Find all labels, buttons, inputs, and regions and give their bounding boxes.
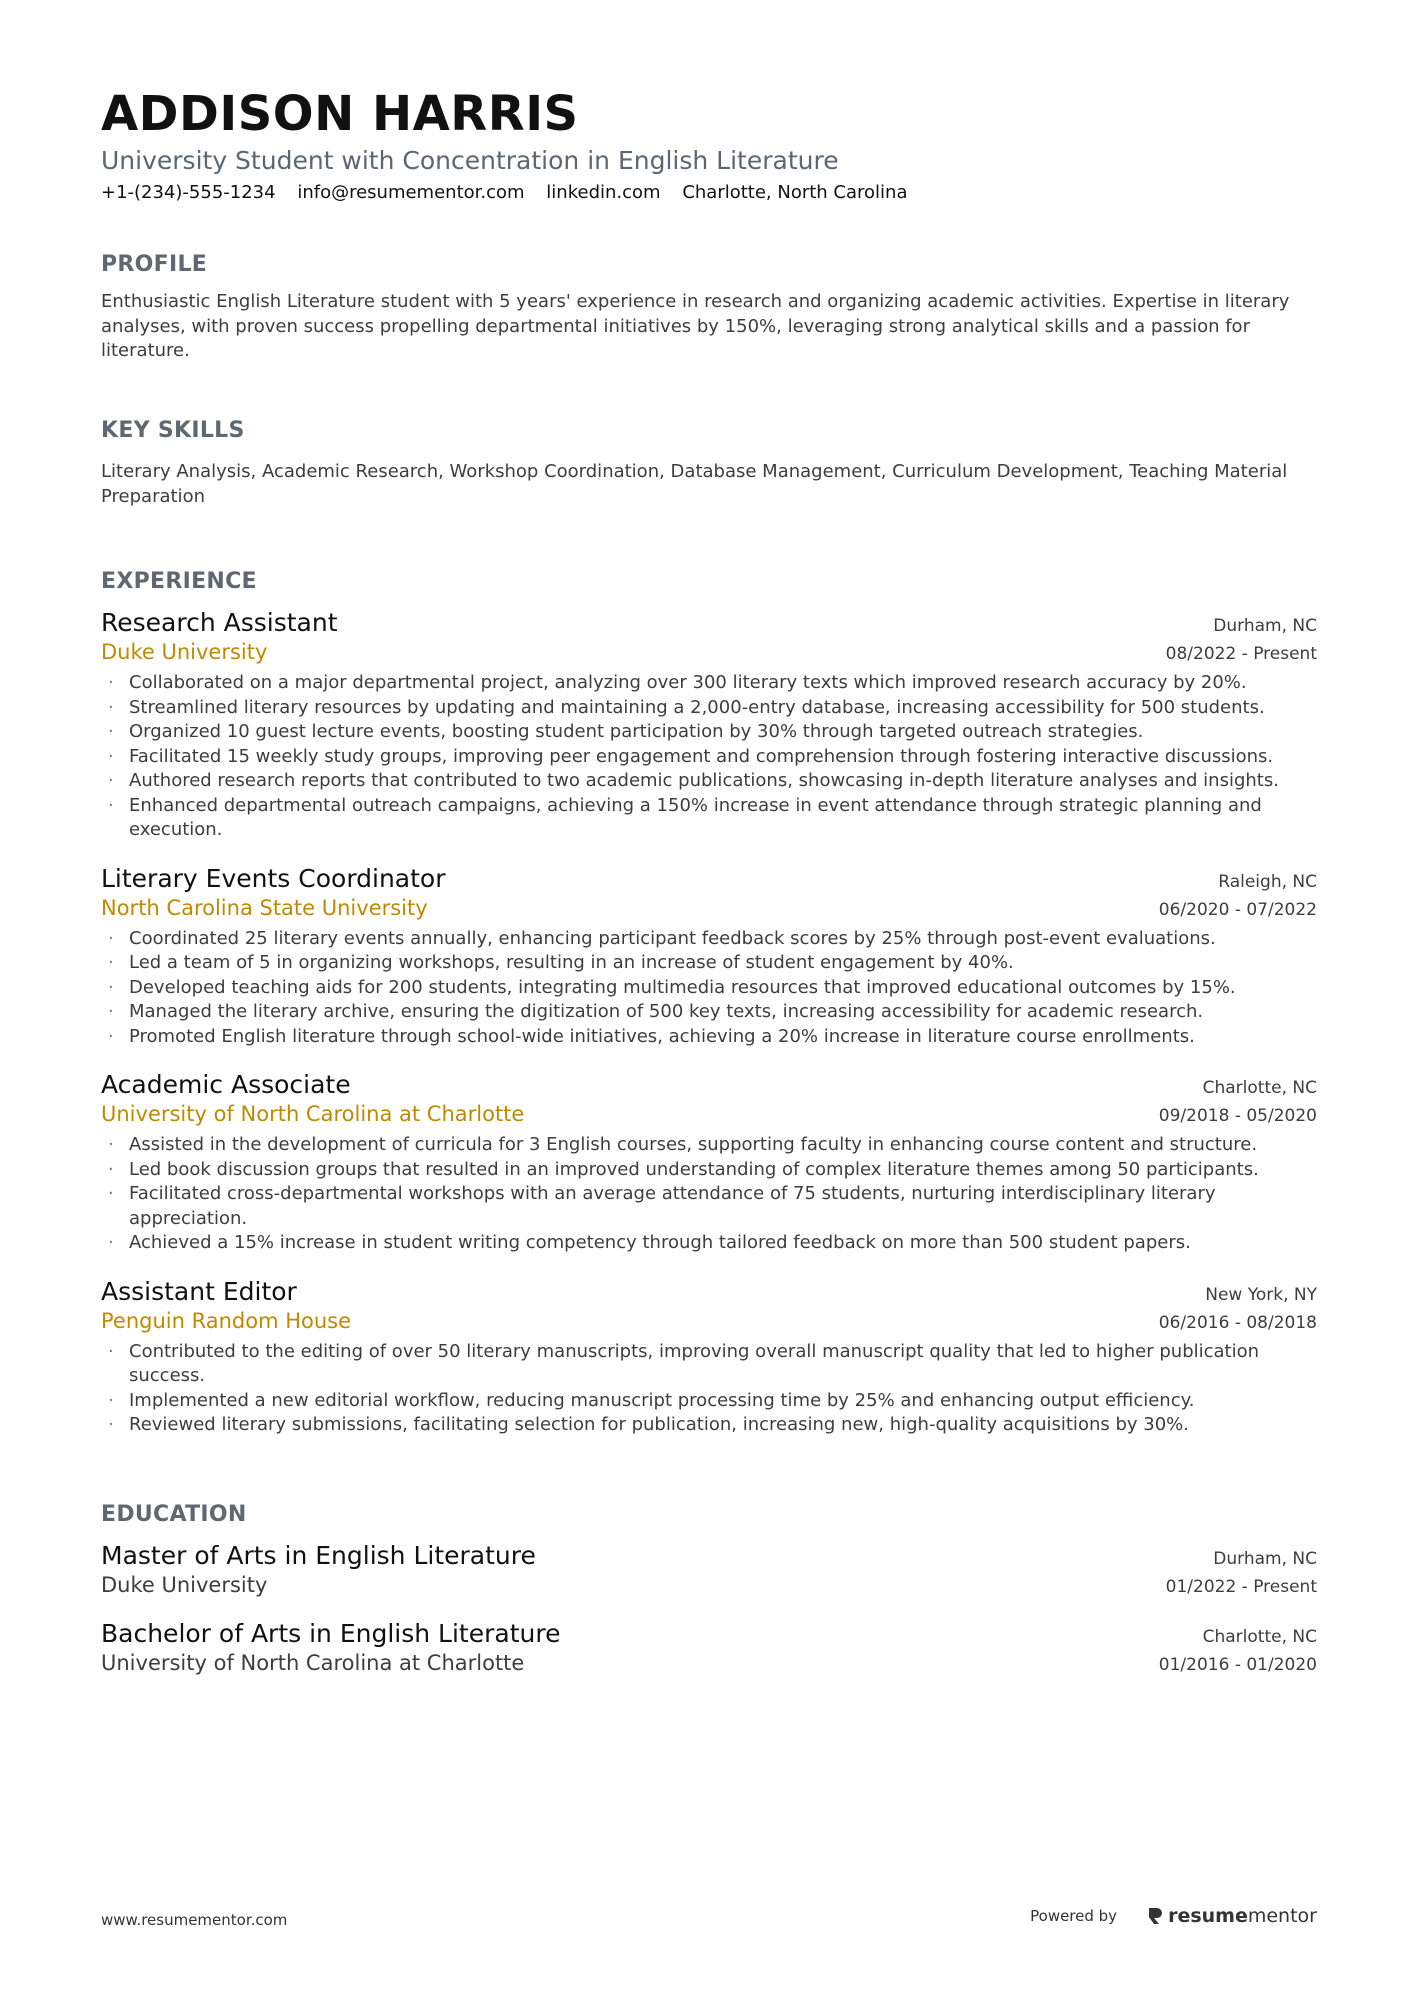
bullet-item: · Led a team of 5 in organizing workshops, resulting in an increase of student engagement by 40%. [101,951,1317,976]
education-location: Durham, NC [1213,1549,1317,1569]
bullet-list [101,671,1317,843]
bullet-item: · Enhanced departmental outreach campaigns, achieving a 150% increase in event attendance through strategic planning and execution. [101,794,1317,843]
job-header [101,607,1317,638]
resumementor-logo-icon [1147,1906,1163,1926]
job-title: Research Assistant [101,608,338,637]
bullet-list [101,1133,1317,1256]
job-organization: North Carolina State University [101,895,428,920]
education-list [101,1540,1317,1678]
education-header [101,1618,1317,1649]
bullet-item: · Developed teaching aids for 200 students, integrating multimedia resources that improved educational outcomes by 15%. [101,976,1317,1001]
education-entry [101,1618,1317,1678]
job-list [101,607,1317,1438]
job-organization: Duke University [101,640,268,664]
job-header [101,1276,1317,1307]
skills-section [101,416,1317,509]
education-dates: 01/2016 - 01/2020 [1158,1655,1317,1675]
job-title: Academic Associate [101,1070,351,1099]
profile-text: Enthusiastic English Literature student with 5 years' experience in research and organizing academic activities. Expertise in literary analyses, with proven success propelling departmental initiatives by 150%, leveraging strong analytical skills and a passion for literature. [101,291,1290,361]
job-title: Assistant Editor [101,1276,297,1306]
bullet-item: · Led book discussion groups that resulted in an improved understanding of complex literature themes among 50 participants. [101,1158,1317,1183]
job-dates: 08/2022 - Present [1165,644,1317,664]
bullet-item: · Organized 10 guest lecture events, boosting student participation by 30% through targeted outreach strategies. [101,720,1317,745]
job-entry [101,1069,1317,1256]
skills-text: Literary Analysis, Academic Research, Workshop Coordination, Database Management, Curriculum Development, Teaching Material Preparation [101,461,1288,507]
bullet-item: · Coordinated 25 literary events annually, enhancing participant feedback scores by 25% through post-event evaluations. [101,927,1317,952]
bullet-item: · Authored research reports that contributed to two academic publications, showcasing in-depth literature analyses and insights. [101,769,1317,794]
job-header [101,1069,1317,1100]
bullet-item: · Promoted English literature through school-wide initiatives, achieving a 20% increase in literature course enrollments. [101,1025,1317,1050]
brand-bold: resume [1168,1905,1248,1927]
resume-page [101,86,1317,206]
bullet-list [101,927,1317,1050]
bullet-item: · Managed the literary archive, ensuring the digitization of 500 key texts, increasing accessibility for academic research. [101,1000,1317,1025]
job-subheader [101,638,1317,667]
footer-brand [1030,1905,1317,1927]
education-entry [101,1540,1317,1600]
job-location: Charlotte, NC [1202,1078,1317,1098]
bullet-item: · Achieved a 15% increase in student writing competency through tailored feedback on more than 500 student papers. [101,1231,1317,1256]
section-title: EDUCATION [101,1502,247,1527]
bullet-item: · Collaborated on a major departmental project, analyzing over 300 literary texts which improved research accuracy by 20%. [101,671,1317,696]
job-entry [101,607,1317,843]
job-organization: Penguin Random House [101,1308,352,1333]
section-title: EXPERIENCE [101,569,257,594]
school: Duke University [101,1573,268,1597]
school: University of North Carolina at Charlotte [101,1651,525,1675]
headline: University Student with Concentration in English Literature [101,146,839,175]
bullet-item: · Contributed to the editing of over 50 literary manuscripts, improving overall manuscript quality that led to higher publication success. [101,1340,1317,1389]
location: Charlotte, North Carolina [682,182,908,203]
job-location: Durham, NC [1213,616,1317,636]
bullet-item: · Facilitated 15 weekly study groups, improving peer engagement and comprehension through fostering interactive discussions. [101,745,1317,770]
job-subheader [101,1100,1317,1129]
job-subheader [101,1307,1317,1336]
section-title: PROFILE [101,252,208,277]
education-section [101,1500,1317,1678]
job-organization: University of North Carolina at Charlotte [101,1102,525,1126]
degree: Master of Arts in English Literature [101,1541,536,1570]
job-location: Raleigh, NC [1218,871,1317,892]
education-subheader [101,1649,1317,1678]
bullet-item: · Reviewed literary submissions, facilitating selection for publication, increasing new, high-quality acquisitions by 30%. [101,1413,1317,1438]
job-header [101,863,1317,894]
education-header [101,1540,1317,1571]
job-dates: 06/2016 - 08/2018 [1158,1312,1317,1333]
experience-section [101,567,1317,1438]
education-dates: 01/2022 - Present [1165,1577,1317,1597]
bullet-list [101,1340,1317,1438]
bullet-item: · Facilitated cross-departmental workshops with an average attendance of 75 students, nurturing interdisciplinary literary appreciation. [101,1182,1317,1231]
contact-line [101,180,1317,206]
education-location: Charlotte, NC [1202,1627,1317,1647]
job-entry [101,1276,1317,1438]
brand-logo[interactable] [1147,1905,1317,1927]
footer-website[interactable]: www.resumementor.com [101,1911,288,1929]
degree: Bachelor of Arts in English Literature [101,1619,561,1648]
powered-by-label: Powered by [1030,1907,1118,1925]
email[interactable]: info@resumementor.com [297,182,525,203]
profile-section [101,250,1317,364]
job-location: New York, NY [1205,1284,1317,1305]
bullet-item: · Assisted in the development of curricula for 3 English courses, supporting faculty in enhancing course content and structure. [101,1133,1317,1158]
job-dates: 09/2018 - 05/2020 [1158,1106,1317,1126]
job-entry [101,863,1317,1050]
brand-light: mentor [1247,1905,1317,1927]
bullet-item: · Streamlined literary resources by updating and maintaining a 2,000-entry database, increasing accessibility for 500 students. [101,696,1317,721]
job-title: Literary Events Coordinator [101,863,446,893]
job-subheader [101,894,1317,923]
phone[interactable]: +1-(234)-555-1234 [101,182,276,203]
linkedin[interactable]: linkedin.com [546,182,661,203]
bullet-item: · Implemented a new editorial workflow, reducing manuscript processing time by 25% and enhancing output efficiency. [101,1389,1317,1414]
candidate-name: ADDISON HARRIS [101,86,579,142]
education-subheader [101,1571,1317,1600]
section-title: KEY SKILLS [101,418,245,443]
job-dates: 06/2020 - 07/2022 [1158,899,1317,920]
